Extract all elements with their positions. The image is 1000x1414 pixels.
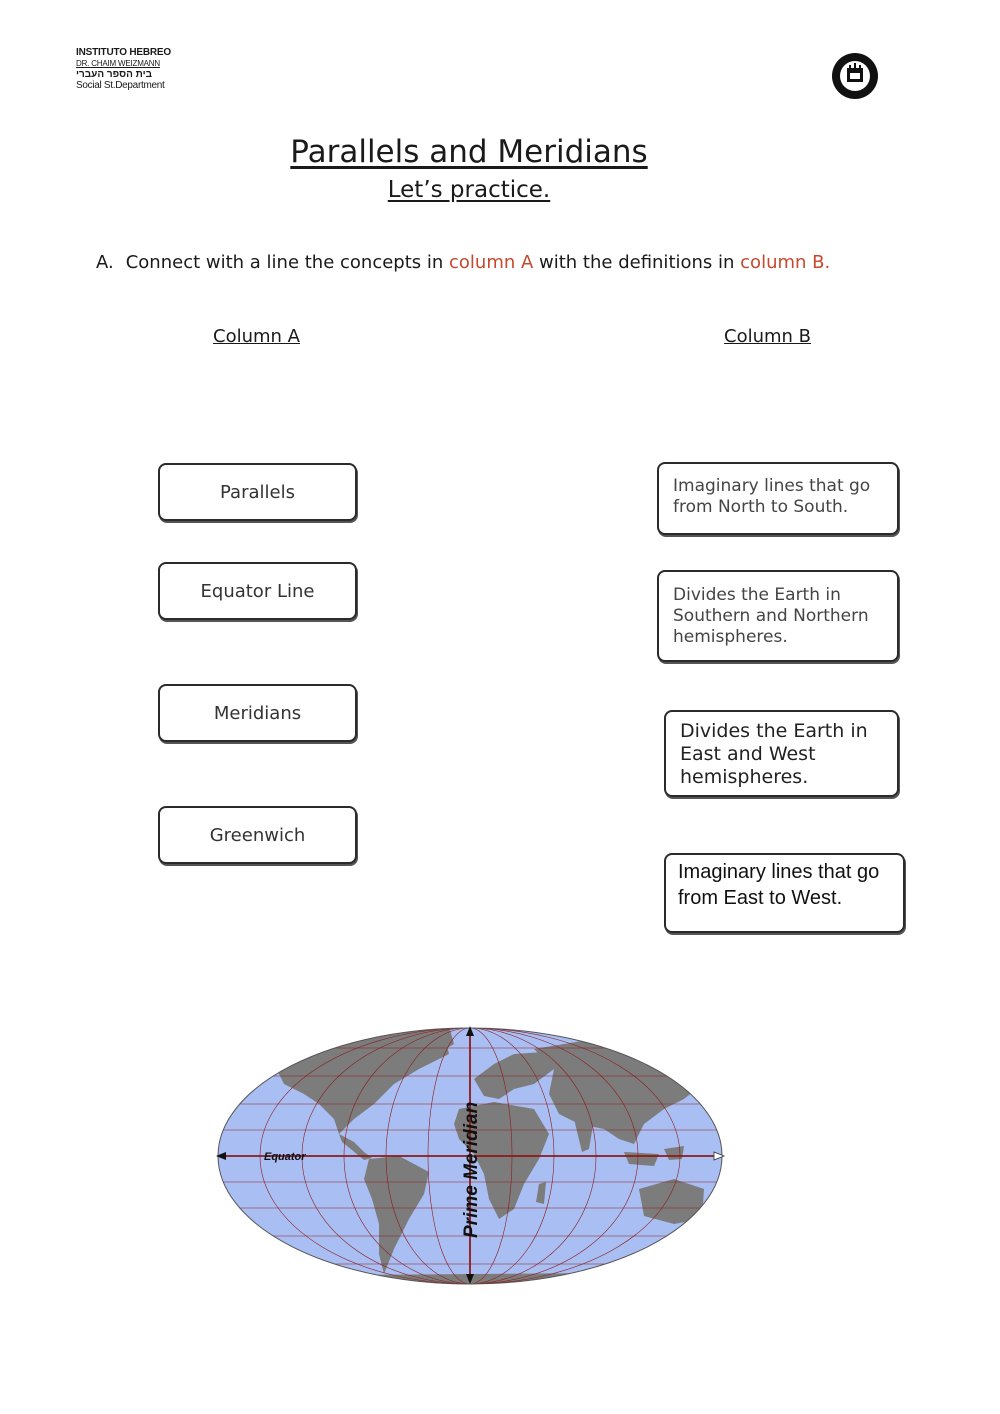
definition-text: Divides the Earth in East and West hemispheres. [680,720,868,788]
school-name: INSTITUTO HEBREO [76,47,171,58]
instruction-highlight-column-a: column A [449,252,534,273]
definition-text: Imaginary lines that go from North to South. [673,476,871,517]
definition-box-1[interactable] [657,462,899,535]
column-a-heading: Column A [213,326,300,347]
concept-label: Greenwich [209,824,306,846]
concept-box-meridians[interactable] [158,684,357,742]
department-name: Social St.Department [76,80,165,91]
definition-text: Imaginary lines that go from East to West. [678,861,880,909]
world-map [214,1024,726,1286]
school-logo [76,47,171,91]
instruction-part2: with the definitions in [533,252,741,273]
definition-box-4[interactable] [664,853,905,933]
instruction-text [96,252,830,273]
school-seal-icon [830,51,880,101]
definition-box-2[interactable] [657,570,899,662]
concept-box-equator-line[interactable] [158,562,357,620]
page-title: Parallels and Meridians [290,134,648,170]
prime-meridian-label: Prime Meridian [461,1101,482,1238]
page-subtitle: Let’s practice. [387,177,551,203]
definition-text: Divides the Earth in Southern and Northern hemispheres. [673,585,869,647]
school-hebrew-name: בית הספר העברי [76,69,152,80]
concept-label: Parallels [220,481,295,503]
concept-box-parallels[interactable] [158,463,357,521]
equator-label: Equator [264,1151,306,1163]
column-b-heading: Column B [724,326,812,347]
concept-label: Meridians [213,702,302,724]
definition-box-3[interactable] [664,710,899,797]
school-subname: DR. CHAIM WEIZMANN [76,59,160,68]
instruction-number: A. [96,252,114,273]
concept-box-greenwich[interactable] [158,806,357,864]
instruction-highlight-column-b: column B. [740,252,831,273]
concept-label: Equator Line [200,580,315,602]
instruction-part1: Connect with a line the concepts in [125,252,449,273]
